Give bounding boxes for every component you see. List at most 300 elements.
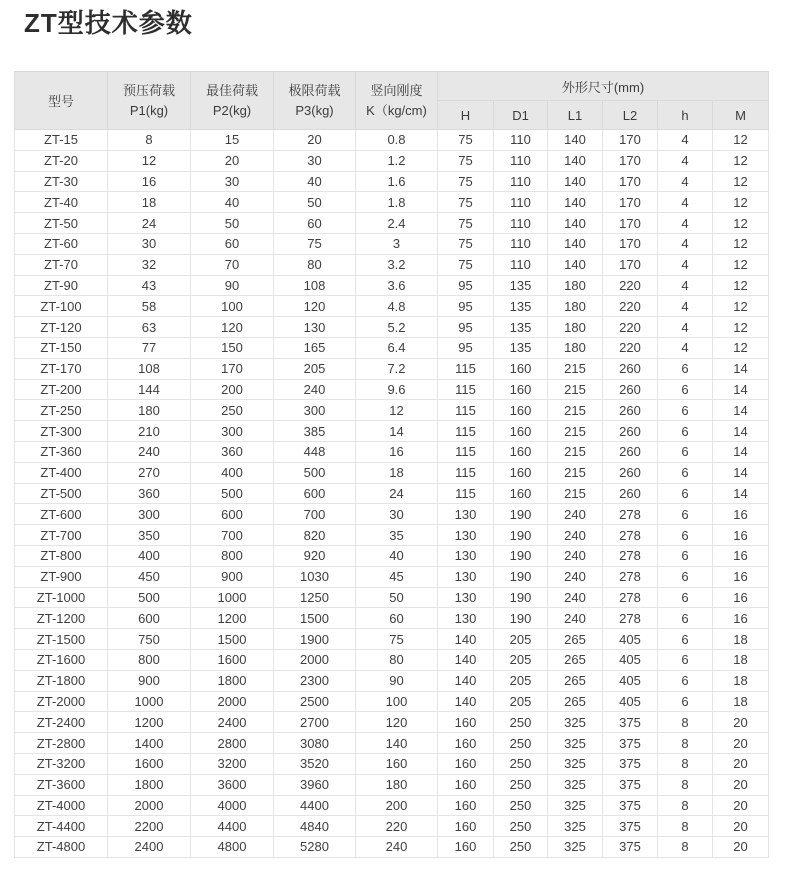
value-cell: 160 <box>438 816 494 837</box>
table-row <box>15 337 769 358</box>
value-cell: 4400 <box>274 795 356 816</box>
value-cell: 135 <box>494 337 548 358</box>
value-cell: 160 <box>438 712 494 733</box>
value-cell: 8 <box>658 837 713 858</box>
value-cell: 14 <box>713 462 769 483</box>
table-row <box>15 317 769 338</box>
value-cell: 2000 <box>274 649 356 670</box>
value-cell: 6 <box>658 358 713 379</box>
value-cell: 250 <box>494 712 548 733</box>
value-cell: 260 <box>603 358 658 379</box>
value-cell: 278 <box>603 608 658 629</box>
value-cell: 220 <box>603 275 658 296</box>
value-cell: 130 <box>438 525 494 546</box>
value-cell: 180 <box>548 275 603 296</box>
value-cell: 1030 <box>274 566 356 587</box>
value-cell: 20 <box>713 774 769 795</box>
value-cell: 6 <box>658 483 713 504</box>
value-cell: 2800 <box>191 733 274 754</box>
value-cell: 50 <box>191 213 274 234</box>
value-cell: 75 <box>438 213 494 234</box>
value-cell: 1600 <box>191 649 274 670</box>
value-cell: 240 <box>548 545 603 566</box>
value-cell: 1800 <box>191 670 274 691</box>
value-cell: 240 <box>274 379 356 400</box>
value-cell: 108 <box>274 275 356 296</box>
value-cell: 278 <box>603 525 658 546</box>
value-cell: 160 <box>494 358 548 379</box>
model-cell: ZT-200 <box>15 379 108 400</box>
value-cell: 4000 <box>191 795 274 816</box>
value-cell: 12 <box>713 150 769 171</box>
value-cell: 160 <box>494 379 548 400</box>
value-cell: 115 <box>438 421 494 442</box>
value-cell: 240 <box>548 504 603 525</box>
value-cell: 4 <box>658 171 713 192</box>
table-row <box>15 691 769 712</box>
value-cell: 140 <box>438 629 494 650</box>
model-cell: ZT-150 <box>15 337 108 358</box>
value-cell: 3080 <box>274 733 356 754</box>
model-cell: ZT-600 <box>15 504 108 525</box>
value-cell: 170 <box>191 358 274 379</box>
value-cell: 385 <box>274 421 356 442</box>
value-cell: 375 <box>603 753 658 774</box>
value-cell: 900 <box>191 566 274 587</box>
value-cell: 14 <box>713 358 769 379</box>
value-cell: 18 <box>356 462 438 483</box>
table-row <box>15 629 769 650</box>
value-cell: 325 <box>548 774 603 795</box>
value-cell: 160 <box>494 462 548 483</box>
value-cell: 90 <box>191 275 274 296</box>
model-cell: ZT-1500 <box>15 629 108 650</box>
value-cell: 2200 <box>108 816 191 837</box>
value-cell: 180 <box>548 317 603 338</box>
col-header-preload-label: 预压荷载 <box>122 82 175 98</box>
value-cell: 115 <box>438 441 494 462</box>
value-cell: 40 <box>274 171 356 192</box>
value-cell: 14 <box>713 483 769 504</box>
table-row <box>15 150 769 171</box>
value-cell: 325 <box>548 712 603 733</box>
table-row <box>15 254 769 275</box>
value-cell: 820 <box>274 525 356 546</box>
value-cell: 16 <box>713 504 769 525</box>
value-cell: 14 <box>356 421 438 442</box>
value-cell: 2500 <box>274 691 356 712</box>
value-cell: 20 <box>274 130 356 151</box>
value-cell: 100 <box>191 296 274 317</box>
value-cell: 920 <box>274 545 356 566</box>
value-cell: 4800 <box>191 837 274 858</box>
value-cell: 14 <box>713 379 769 400</box>
table-row <box>15 837 769 858</box>
table-row <box>15 774 769 795</box>
value-cell: 50 <box>356 587 438 608</box>
value-cell: 3 <box>356 233 438 254</box>
value-cell: 350 <box>108 525 191 546</box>
table-row <box>15 171 769 192</box>
value-cell: 260 <box>603 441 658 462</box>
value-cell: 278 <box>603 504 658 525</box>
model-cell: ZT-100 <box>15 296 108 317</box>
value-cell: 16 <box>713 545 769 566</box>
value-cell: 190 <box>494 566 548 587</box>
value-cell: 190 <box>494 587 548 608</box>
value-cell: 75 <box>438 150 494 171</box>
value-cell: 278 <box>603 566 658 587</box>
value-cell: 3200 <box>191 753 274 774</box>
value-cell: 75 <box>356 629 438 650</box>
table-header <box>15 72 769 130</box>
value-cell: 3.2 <box>356 254 438 275</box>
value-cell: 300 <box>274 400 356 421</box>
model-cell: ZT-1200 <box>15 608 108 629</box>
table-row <box>15 441 769 462</box>
value-cell: 165 <box>274 337 356 358</box>
value-cell: 2000 <box>108 795 191 816</box>
value-cell: 265 <box>548 691 603 712</box>
value-cell: 2000 <box>191 691 274 712</box>
value-cell: 130 <box>438 587 494 608</box>
value-cell: 4 <box>658 337 713 358</box>
table-row <box>15 192 769 213</box>
value-cell: 110 <box>494 171 548 192</box>
table-row <box>15 795 769 816</box>
value-cell: 43 <box>108 275 191 296</box>
model-cell: ZT-360 <box>15 441 108 462</box>
value-cell: 4 <box>658 254 713 275</box>
model-cell: ZT-2400 <box>15 712 108 733</box>
value-cell: 12 <box>713 130 769 151</box>
value-cell: 20 <box>191 150 274 171</box>
table-row <box>15 379 769 400</box>
value-cell: 30 <box>108 233 191 254</box>
table-row <box>15 587 769 608</box>
value-cell: 450 <box>108 566 191 587</box>
value-cell: 30 <box>191 171 274 192</box>
value-cell: 240 <box>548 608 603 629</box>
table-row <box>15 296 769 317</box>
value-cell: 95 <box>438 296 494 317</box>
model-cell: ZT-15 <box>15 130 108 151</box>
value-cell: 12 <box>713 275 769 296</box>
value-cell: 58 <box>108 296 191 317</box>
value-cell: 95 <box>438 337 494 358</box>
col-header-preload-unit: P1(kg) <box>129 102 169 118</box>
value-cell: 6 <box>658 525 713 546</box>
value-cell: 6 <box>658 608 713 629</box>
value-cell: 110 <box>494 130 548 151</box>
value-cell: 140 <box>438 649 494 670</box>
value-cell: 140 <box>548 213 603 234</box>
col-header-M: M <box>713 101 769 130</box>
value-cell: 35 <box>356 525 438 546</box>
value-cell: 200 <box>356 795 438 816</box>
value-cell: 95 <box>438 275 494 296</box>
value-cell: 260 <box>603 379 658 400</box>
value-cell: 278 <box>603 545 658 566</box>
value-cell: 205 <box>494 629 548 650</box>
value-cell: 2300 <box>274 670 356 691</box>
value-cell: 45 <box>356 566 438 587</box>
value-cell: 325 <box>548 753 603 774</box>
value-cell: 215 <box>548 400 603 421</box>
table-row <box>15 233 769 254</box>
value-cell: 260 <box>603 400 658 421</box>
value-cell: 1.2 <box>356 150 438 171</box>
value-cell: 3600 <box>191 774 274 795</box>
model-cell: ZT-900 <box>15 566 108 587</box>
value-cell: 20 <box>713 795 769 816</box>
value-cell: 135 <box>494 317 548 338</box>
value-cell: 9.6 <box>356 379 438 400</box>
value-cell: 375 <box>603 774 658 795</box>
value-cell: 14 <box>713 441 769 462</box>
value-cell: 3960 <box>274 774 356 795</box>
value-cell: 140 <box>548 254 603 275</box>
model-cell: ZT-170 <box>15 358 108 379</box>
value-cell: 360 <box>108 483 191 504</box>
value-cell: 600 <box>191 504 274 525</box>
value-cell: 140 <box>548 150 603 171</box>
value-cell: 60 <box>191 233 274 254</box>
model-cell: ZT-2000 <box>15 691 108 712</box>
col-header-optimal-load <box>191 72 274 130</box>
value-cell: 20 <box>713 837 769 858</box>
value-cell: 7.2 <box>356 358 438 379</box>
value-cell: 1000 <box>191 587 274 608</box>
value-cell: 130 <box>438 545 494 566</box>
value-cell: 77 <box>108 337 191 358</box>
value-cell: 900 <box>108 670 191 691</box>
value-cell: 110 <box>494 233 548 254</box>
value-cell: 215 <box>548 441 603 462</box>
value-cell: 110 <box>494 213 548 234</box>
col-header-preload <box>108 72 191 130</box>
value-cell: 160 <box>494 483 548 504</box>
table-row <box>15 712 769 733</box>
value-cell: 130 <box>438 504 494 525</box>
col-header-ultimate-load-unit: P3(kg) <box>295 102 334 118</box>
page <box>0 6 800 858</box>
value-cell: 6 <box>658 462 713 483</box>
value-cell: 1.8 <box>356 192 438 213</box>
value-cell: 4400 <box>191 816 274 837</box>
value-cell: 80 <box>274 254 356 275</box>
value-cell: 600 <box>274 483 356 504</box>
value-cell: 30 <box>274 150 356 171</box>
model-cell: ZT-1600 <box>15 649 108 670</box>
value-cell: 215 <box>548 462 603 483</box>
value-cell: 6 <box>658 504 713 525</box>
value-cell: 4 <box>658 275 713 296</box>
value-cell: 1200 <box>108 712 191 733</box>
value-cell: 215 <box>548 483 603 504</box>
value-cell: 160 <box>494 421 548 442</box>
value-cell: 448 <box>274 441 356 462</box>
model-cell: ZT-300 <box>15 421 108 442</box>
value-cell: 30 <box>356 504 438 525</box>
model-cell: ZT-250 <box>15 400 108 421</box>
value-cell: 6 <box>658 400 713 421</box>
value-cell: 240 <box>548 566 603 587</box>
value-cell: 6 <box>658 691 713 712</box>
value-cell: 24 <box>108 213 191 234</box>
value-cell: 6 <box>658 670 713 691</box>
value-cell: 80 <box>356 649 438 670</box>
value-cell: 205 <box>494 691 548 712</box>
table-row <box>15 545 769 566</box>
value-cell: 6 <box>658 587 713 608</box>
value-cell: 4 <box>658 130 713 151</box>
model-cell: ZT-60 <box>15 233 108 254</box>
value-cell: 140 <box>548 233 603 254</box>
value-cell: 190 <box>494 504 548 525</box>
value-cell: 205 <box>494 649 548 670</box>
value-cell: 12 <box>713 337 769 358</box>
value-cell: 375 <box>603 712 658 733</box>
value-cell: 90 <box>356 670 438 691</box>
table-row <box>15 608 769 629</box>
value-cell: 60 <box>356 608 438 629</box>
value-cell: 20 <box>713 816 769 837</box>
value-cell: 0.8 <box>356 130 438 151</box>
value-cell: 40 <box>356 545 438 566</box>
value-cell: 270 <box>108 462 191 483</box>
value-cell: 2.4 <box>356 213 438 234</box>
value-cell: 18 <box>713 670 769 691</box>
value-cell: 160 <box>438 795 494 816</box>
table-row <box>15 566 769 587</box>
table-row <box>15 525 769 546</box>
value-cell: 1000 <box>108 691 191 712</box>
value-cell: 140 <box>548 192 603 213</box>
value-cell: 190 <box>494 608 548 629</box>
value-cell: 110 <box>494 150 548 171</box>
value-cell: 20 <box>713 712 769 733</box>
value-cell: 160 <box>438 774 494 795</box>
value-cell: 130 <box>274 317 356 338</box>
value-cell: 2400 <box>108 837 191 858</box>
value-cell: 140 <box>356 733 438 754</box>
table-row <box>15 649 769 670</box>
model-cell: ZT-4800 <box>15 837 108 858</box>
value-cell: 4 <box>658 233 713 254</box>
value-cell: 375 <box>603 733 658 754</box>
value-cell: 12 <box>713 171 769 192</box>
value-cell: 215 <box>548 379 603 400</box>
value-cell: 250 <box>494 795 548 816</box>
value-cell: 135 <box>494 296 548 317</box>
value-cell: 6 <box>658 545 713 566</box>
value-cell: 8 <box>658 712 713 733</box>
value-cell: 63 <box>108 317 191 338</box>
value-cell: 12 <box>356 400 438 421</box>
value-cell: 130 <box>438 608 494 629</box>
value-cell: 205 <box>494 670 548 691</box>
value-cell: 405 <box>603 629 658 650</box>
value-cell: 115 <box>438 379 494 400</box>
value-cell: 300 <box>191 421 274 442</box>
value-cell: 170 <box>603 130 658 151</box>
value-cell: 16 <box>713 608 769 629</box>
value-cell: 300 <box>108 504 191 525</box>
table-row <box>15 733 769 754</box>
model-cell: ZT-700 <box>15 525 108 546</box>
model-cell: ZT-500 <box>15 483 108 504</box>
value-cell: 16 <box>713 525 769 546</box>
value-cell: 170 <box>603 150 658 171</box>
col-header-L1: L1 <box>548 101 603 130</box>
table-row <box>15 130 769 151</box>
value-cell: 150 <box>191 337 274 358</box>
value-cell: 6 <box>658 566 713 587</box>
value-cell: 60 <box>274 213 356 234</box>
value-cell: 12 <box>713 296 769 317</box>
value-cell: 240 <box>548 525 603 546</box>
value-cell: 5280 <box>274 837 356 858</box>
value-cell: 1800 <box>108 774 191 795</box>
value-cell: 170 <box>603 233 658 254</box>
value-cell: 120 <box>191 317 274 338</box>
value-cell: 75 <box>274 233 356 254</box>
value-cell: 220 <box>603 317 658 338</box>
model-cell: ZT-3200 <box>15 753 108 774</box>
value-cell: 700 <box>191 525 274 546</box>
value-cell: 160 <box>356 753 438 774</box>
value-cell: 4 <box>658 192 713 213</box>
value-cell: 325 <box>548 816 603 837</box>
value-cell: 12 <box>713 192 769 213</box>
value-cell: 135 <box>494 275 548 296</box>
value-cell: 160 <box>494 400 548 421</box>
value-cell: 180 <box>548 337 603 358</box>
value-cell: 190 <box>494 525 548 546</box>
value-cell: 180 <box>108 400 191 421</box>
value-cell: 115 <box>438 462 494 483</box>
value-cell: 3520 <box>274 753 356 774</box>
value-cell: 500 <box>191 483 274 504</box>
table-row <box>15 421 769 442</box>
model-cell: ZT-400 <box>15 462 108 483</box>
model-cell: ZT-3600 <box>15 774 108 795</box>
table-row <box>15 483 769 504</box>
value-cell: 12 <box>713 254 769 275</box>
value-cell: 18 <box>713 629 769 650</box>
value-cell: 265 <box>548 649 603 670</box>
value-cell: 250 <box>494 733 548 754</box>
value-cell: 6 <box>658 379 713 400</box>
value-cell: 115 <box>438 400 494 421</box>
value-cell: 8 <box>108 130 191 151</box>
value-cell: 130 <box>438 566 494 587</box>
value-cell: 240 <box>548 587 603 608</box>
value-cell: 5.2 <box>356 317 438 338</box>
value-cell: 3.6 <box>356 275 438 296</box>
value-cell: 12 <box>108 150 191 171</box>
value-cell: 12 <box>713 233 769 254</box>
value-cell: 144 <box>108 379 191 400</box>
value-cell: 140 <box>438 691 494 712</box>
table-body <box>15 130 769 858</box>
value-cell: 1600 <box>108 753 191 774</box>
value-cell: 278 <box>603 587 658 608</box>
value-cell: 18 <box>713 691 769 712</box>
col-header-H: H <box>438 101 494 130</box>
value-cell: 260 <box>603 462 658 483</box>
